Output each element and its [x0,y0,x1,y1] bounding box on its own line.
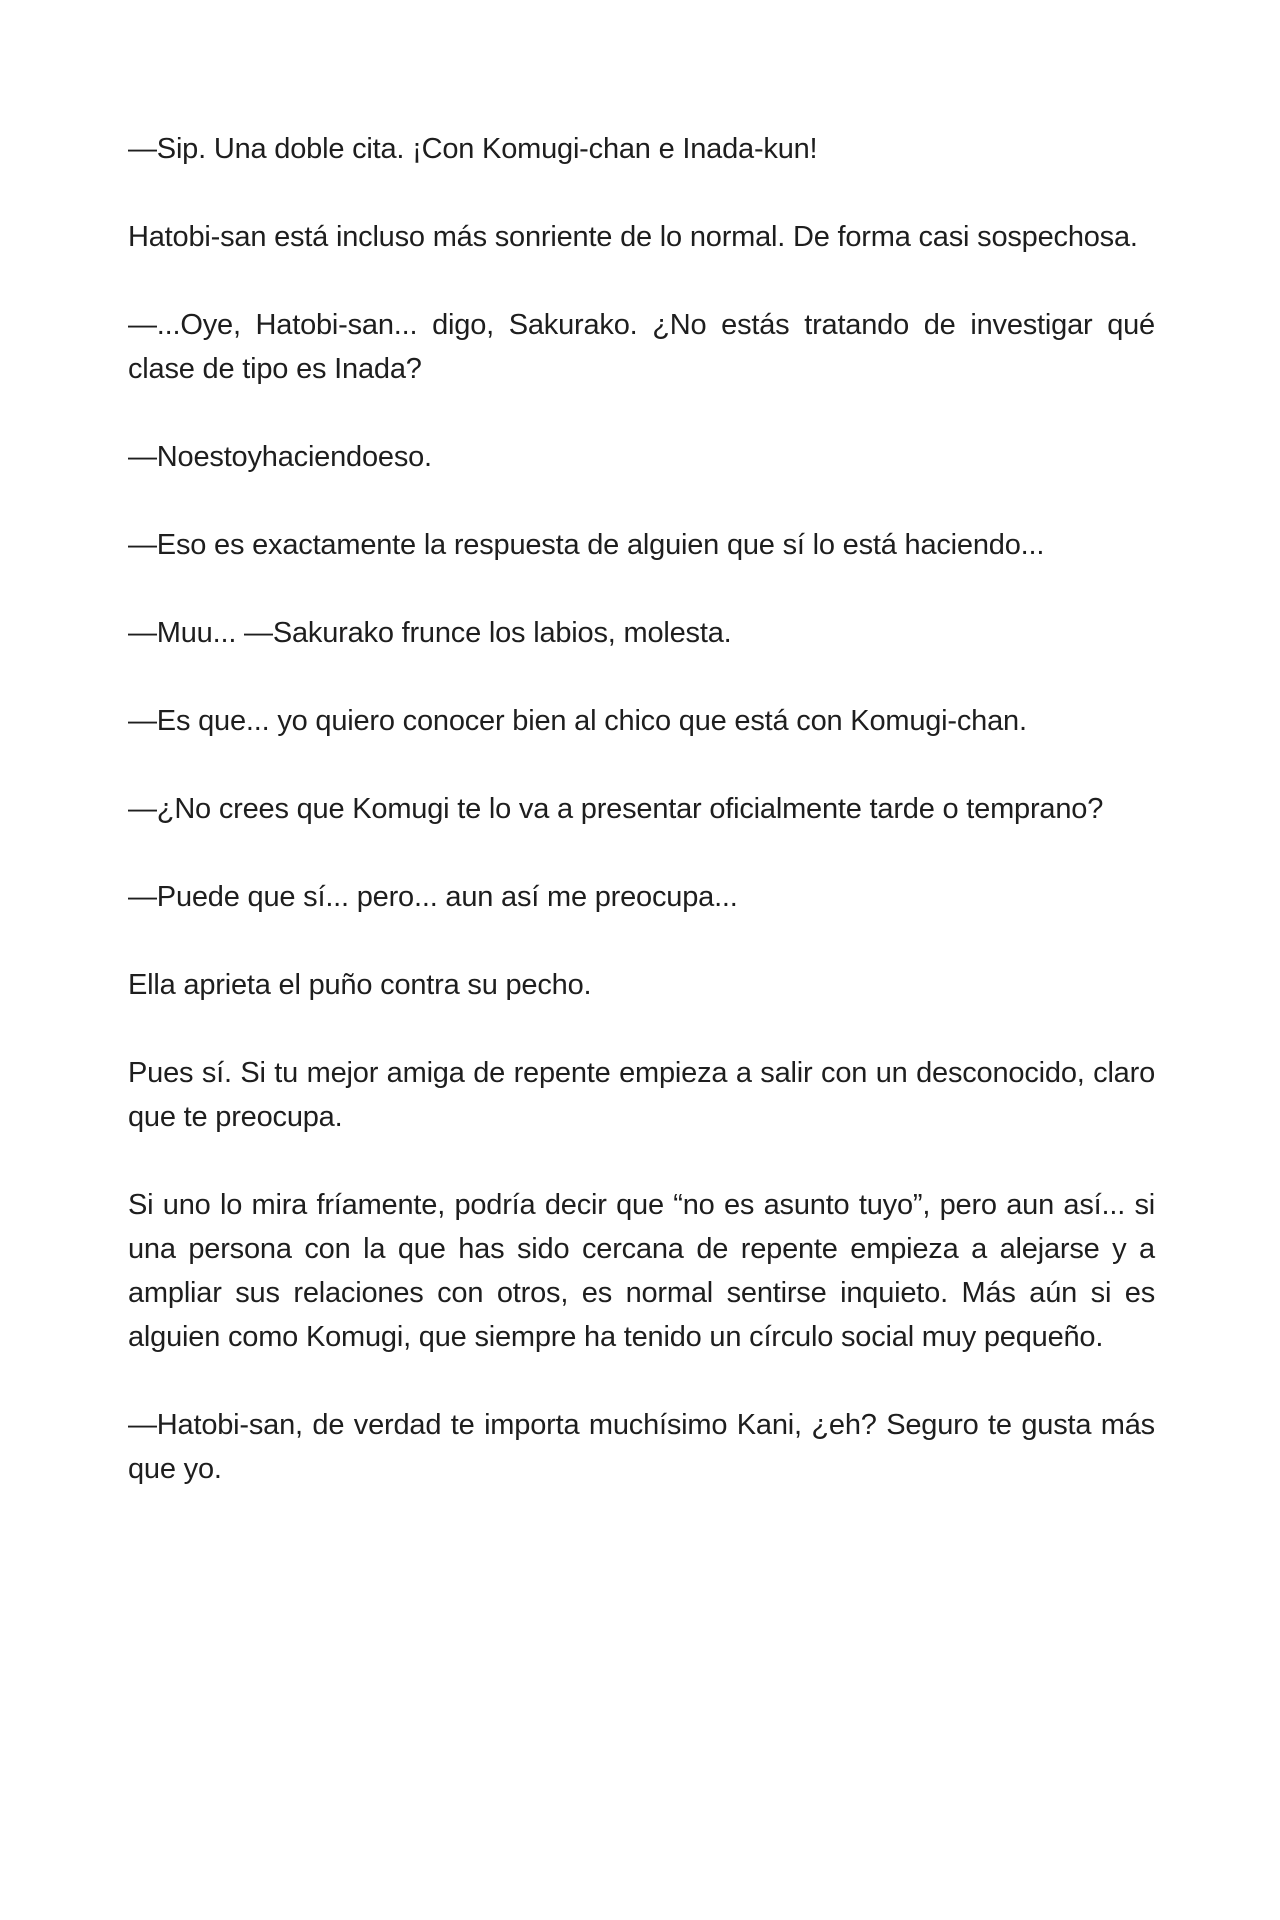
paragraph: —Sip. Una doble cita. ¡Con Komugi-chan e Inada-kun! [128,133,818,165]
paragraph: —Muu... —Sakurako frunce los labios, molesta. [128,617,732,649]
paragraph: —Noestoyhaciendoeso. [128,441,432,473]
paragraph: —Puede que sí... pero... aun así me preocupa... [128,881,738,913]
paragraph: Si uno lo mira fríamente, podría decir que “no es asunto tuyo”, pero aun así... si una persona con la que has sido cercana de repente empieza a alejarse y a ampliar sus relaciones con otros, es normal sentirse inquieto. Más aún si es alguien como Komugi, que siempre ha tenido un círculo social muy pequeño. [128,1189,1155,1353]
paragraph: Pues sí. Si tu mejor amiga de repente empieza a salir con un desconocido, claro que te preocupa. [128,1057,1155,1133]
paragraph: —Es que... yo quiero conocer bien al chico que está con Komugi-chan. [128,705,1027,737]
paragraph: —¿No crees que Komugi te lo va a presentar oficialmente tarde o temprano? [128,793,1104,825]
paragraph: Ella aprieta el puño contra su pecho. [128,969,592,1001]
paragraph: —...Oye, Hatobi-san... digo, Sakurako. ¿No estás tratando de investigar qué clase de tipo es Inada? [128,309,1155,385]
paragraph: —Eso es exactamente la respuesta de alguien que sí lo está haciendo... [128,529,1045,561]
paragraph: Hatobi-san está incluso más sonriente de lo normal. De forma casi sospechosa. [128,221,1138,253]
paragraph: —Hatobi-san, de verdad te importa muchísimo Kani, ¿eh? Seguro te gusta más que yo. [128,1409,1155,1485]
document-page [128,127,1155,1535]
